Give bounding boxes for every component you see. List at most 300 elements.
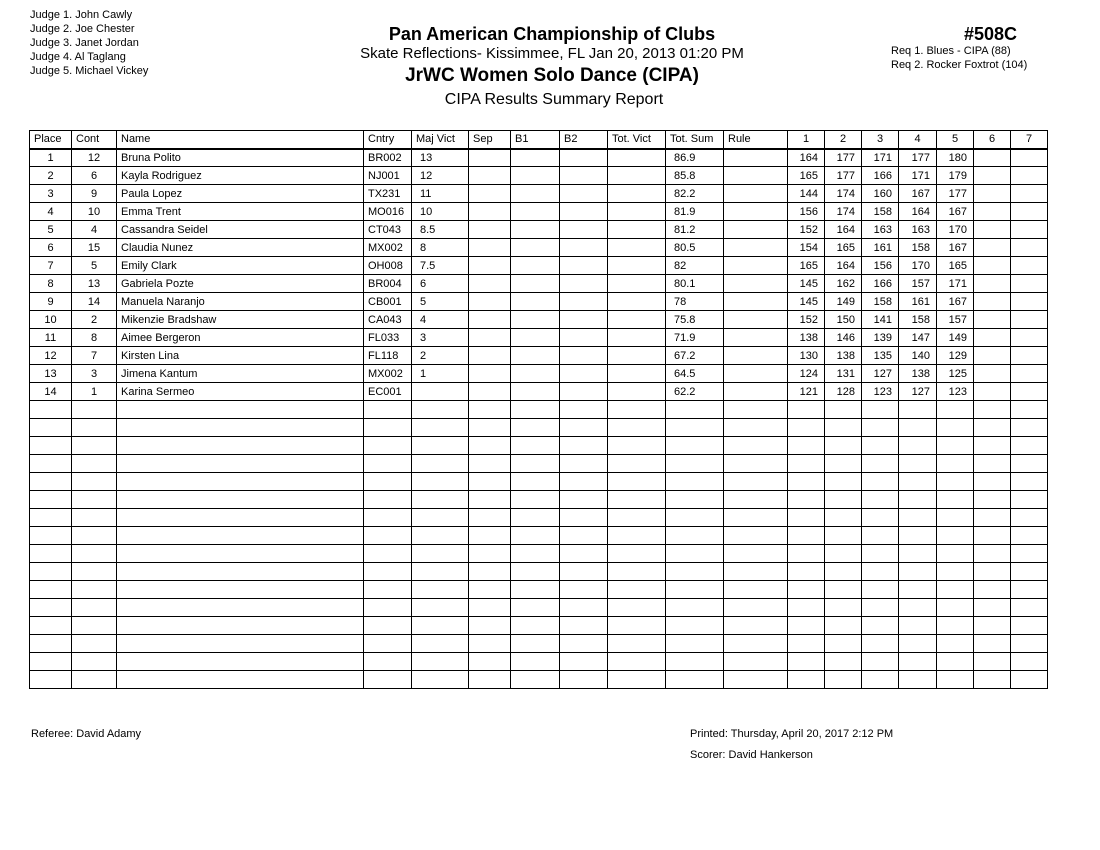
- cell-tot-vict: [608, 293, 666, 311]
- cell-j3: 123: [862, 383, 899, 401]
- cell-j6: [974, 383, 1011, 401]
- cell-tot-vict: [608, 311, 666, 329]
- empty-cell: [1011, 635, 1048, 653]
- cell-j1: 144: [788, 185, 825, 203]
- cell-j6: [974, 365, 1011, 383]
- empty-cell: [117, 491, 364, 509]
- cell-b2: [560, 221, 608, 239]
- requirement-2: Req 2. Rocker Foxtrot (104): [891, 59, 1028, 71]
- empty-cell: [937, 545, 974, 563]
- empty-cell: [364, 509, 412, 527]
- empty-cell: [666, 455, 724, 473]
- cell-sep: [469, 365, 511, 383]
- empty-row: [30, 401, 1048, 419]
- cell-tot-vict: [608, 347, 666, 365]
- cell-sep: [469, 293, 511, 311]
- empty-cell: [1011, 599, 1048, 617]
- empty-cell: [666, 671, 724, 689]
- empty-cell: [469, 437, 511, 455]
- cell-b2: [560, 365, 608, 383]
- cell-sep: [469, 383, 511, 401]
- empty-cell: [72, 635, 117, 653]
- cell-cont: 3: [72, 365, 117, 383]
- cell-j4: 171: [899, 167, 937, 185]
- cell-j5: 177: [937, 185, 974, 203]
- cell-tot-vict: [608, 149, 666, 167]
- empty-cell: [560, 473, 608, 491]
- cell-cntry: FL033: [364, 329, 412, 347]
- cell-maj-vict: 6: [412, 275, 469, 293]
- empty-cell: [511, 563, 560, 581]
- table-row: [30, 167, 1048, 185]
- empty-cell: [30, 671, 72, 689]
- cell-j5: 149: [937, 329, 974, 347]
- empty-cell: [72, 509, 117, 527]
- empty-cell: [788, 401, 825, 419]
- empty-cell: [412, 599, 469, 617]
- cell-name: Aimee Bergeron: [117, 329, 364, 347]
- cell-b2: [560, 167, 608, 185]
- table-row: [30, 221, 1048, 239]
- cell-j1: 154: [788, 239, 825, 257]
- empty-cell: [412, 545, 469, 563]
- col-tot-vict: Tot. Vict: [608, 131, 666, 149]
- empty-cell: [560, 653, 608, 671]
- empty-cell: [72, 563, 117, 581]
- col-cont: Cont: [72, 131, 117, 149]
- empty-row: [30, 599, 1048, 617]
- empty-cell: [724, 527, 788, 545]
- empty-cell: [899, 563, 937, 581]
- cell-cont: 8: [72, 329, 117, 347]
- empty-cell: [469, 635, 511, 653]
- cell-b2: [560, 311, 608, 329]
- cell-j4: 127: [899, 383, 937, 401]
- cell-b1: [511, 275, 560, 293]
- cell-b2: [560, 185, 608, 203]
- empty-cell: [899, 455, 937, 473]
- cell-j3: 161: [862, 239, 899, 257]
- cell-j3: 127: [862, 365, 899, 383]
- empty-cell: [560, 635, 608, 653]
- cell-j2: 165: [825, 239, 862, 257]
- cell-b2: [560, 239, 608, 257]
- cell-tot-vict: [608, 221, 666, 239]
- empty-cell: [899, 599, 937, 617]
- cell-cntry: CT043: [364, 221, 412, 239]
- cell-rule: [724, 149, 788, 167]
- cell-cont: 7: [72, 347, 117, 365]
- empty-cell: [666, 509, 724, 527]
- cell-maj-vict: 13: [412, 149, 469, 167]
- table-row: [30, 311, 1048, 329]
- empty-cell: [862, 437, 899, 455]
- cell-tot-sum: 86.9: [666, 149, 724, 167]
- empty-cell: [788, 527, 825, 545]
- cell-j4: 177: [899, 149, 937, 167]
- empty-cell: [937, 473, 974, 491]
- cell-cntry: BR002: [364, 149, 412, 167]
- col-place: Place: [30, 131, 72, 149]
- cell-rule: [724, 221, 788, 239]
- empty-cell: [974, 509, 1011, 527]
- empty-cell: [469, 401, 511, 419]
- empty-cell: [862, 581, 899, 599]
- empty-cell: [72, 599, 117, 617]
- empty-cell: [469, 653, 511, 671]
- table-header-row: [30, 131, 1048, 149]
- empty-cell: [899, 491, 937, 509]
- table-row: [30, 275, 1048, 293]
- empty-cell: [511, 653, 560, 671]
- table-row: [30, 185, 1048, 203]
- empty-cell: [608, 581, 666, 599]
- cell-j5: 125: [937, 365, 974, 383]
- empty-cell: [788, 437, 825, 455]
- empty-cell: [117, 563, 364, 581]
- cell-maj-vict: 11: [412, 185, 469, 203]
- cell-cntry: FL118: [364, 347, 412, 365]
- empty-cell: [974, 599, 1011, 617]
- cell-tot-sum: 62.2: [666, 383, 724, 401]
- empty-cell: [1011, 527, 1048, 545]
- empty-cell: [1011, 617, 1048, 635]
- empty-cell: [862, 671, 899, 689]
- cell-j2: 174: [825, 203, 862, 221]
- empty-cell: [364, 563, 412, 581]
- empty-cell: [30, 653, 72, 671]
- empty-cell: [974, 455, 1011, 473]
- col-judge-3: 3: [862, 131, 899, 149]
- cell-j7: [1011, 257, 1048, 275]
- empty-cell: [1011, 563, 1048, 581]
- empty-cell: [788, 671, 825, 689]
- cell-j1: 164: [788, 149, 825, 167]
- empty-cell: [899, 671, 937, 689]
- cell-sep: [469, 203, 511, 221]
- cell-tot-vict: [608, 365, 666, 383]
- empty-row: [30, 527, 1048, 545]
- empty-cell: [899, 437, 937, 455]
- empty-cell: [666, 527, 724, 545]
- empty-cell: [899, 401, 937, 419]
- empty-cell: [788, 473, 825, 491]
- table-row: [30, 203, 1048, 221]
- empty-cell: [117, 545, 364, 563]
- empty-cell: [364, 437, 412, 455]
- cell-b1: [511, 239, 560, 257]
- empty-cell: [937, 527, 974, 545]
- empty-cell: [937, 581, 974, 599]
- printed-date: Printed: Thursday, April 20, 2017 2:12 PM: [690, 728, 894, 740]
- cell-tot-sum: 85.8: [666, 167, 724, 185]
- empty-cell: [724, 419, 788, 437]
- cell-cont: 14: [72, 293, 117, 311]
- empty-cell: [666, 491, 724, 509]
- empty-cell: [364, 581, 412, 599]
- cell-rule: [724, 383, 788, 401]
- empty-cell: [825, 635, 862, 653]
- cell-j2: 164: [825, 257, 862, 275]
- empty-cell: [469, 671, 511, 689]
- cell-sep: [469, 239, 511, 257]
- cell-maj-vict: 2: [412, 347, 469, 365]
- event-name: JrWC Women Solo Dance (CIPA): [405, 65, 699, 86]
- empty-cell: [72, 491, 117, 509]
- cell-cntry: TX231: [364, 185, 412, 203]
- cell-cont: 1: [72, 383, 117, 401]
- empty-cell: [974, 635, 1011, 653]
- cell-name: Emma Trent: [117, 203, 364, 221]
- empty-cell: [72, 617, 117, 635]
- empty-cell: [511, 671, 560, 689]
- cell-place: 4: [30, 203, 72, 221]
- empty-cell: [974, 563, 1011, 581]
- cell-j3: 166: [862, 275, 899, 293]
- cell-b1: [511, 185, 560, 203]
- cell-maj-vict: 7.5: [412, 257, 469, 275]
- empty-cell: [788, 455, 825, 473]
- cell-j1: 152: [788, 311, 825, 329]
- cell-place: 11: [30, 329, 72, 347]
- cell-tot-vict: [608, 185, 666, 203]
- cell-b1: [511, 383, 560, 401]
- cell-j6: [974, 239, 1011, 257]
- cell-rule: [724, 365, 788, 383]
- empty-cell: [724, 653, 788, 671]
- empty-cell: [469, 527, 511, 545]
- empty-cell: [72, 437, 117, 455]
- empty-cell: [666, 473, 724, 491]
- empty-cell: [666, 437, 724, 455]
- cell-maj-vict: 4: [412, 311, 469, 329]
- cell-maj-vict: 3: [412, 329, 469, 347]
- cell-j7: [1011, 167, 1048, 185]
- empty-cell: [364, 617, 412, 635]
- empty-cell: [825, 599, 862, 617]
- cell-j6: [974, 257, 1011, 275]
- empty-cell: [117, 527, 364, 545]
- cell-cont: 13: [72, 275, 117, 293]
- cell-j2: 131: [825, 365, 862, 383]
- cell-name: Manuela Naranjo: [117, 293, 364, 311]
- cell-j6: [974, 275, 1011, 293]
- cell-b1: [511, 311, 560, 329]
- empty-cell: [825, 671, 862, 689]
- empty-cell: [30, 581, 72, 599]
- venue-date: Skate Reflections- Kissimmee, FL Jan 20, 2013 01:20 PM: [360, 45, 744, 62]
- empty-cell: [72, 419, 117, 437]
- cell-place: 9: [30, 293, 72, 311]
- cell-j3: 139: [862, 329, 899, 347]
- cell-j1: 156: [788, 203, 825, 221]
- empty-cell: [974, 527, 1011, 545]
- cell-tot-vict: [608, 329, 666, 347]
- cell-sep: [469, 311, 511, 329]
- cell-j1: 130: [788, 347, 825, 365]
- empty-cell: [724, 455, 788, 473]
- empty-cell: [1011, 419, 1048, 437]
- empty-cell: [825, 653, 862, 671]
- cell-j5: 171: [937, 275, 974, 293]
- empty-cell: [862, 545, 899, 563]
- judge-4: Judge 4. Al Taglang: [30, 51, 126, 63]
- cell-maj-vict: 5: [412, 293, 469, 311]
- empty-cell: [862, 563, 899, 581]
- col-rule: Rule: [724, 131, 788, 149]
- col-name: Name: [117, 131, 364, 149]
- cell-b2: [560, 293, 608, 311]
- cell-j3: 156: [862, 257, 899, 275]
- empty-cell: [974, 437, 1011, 455]
- empty-cell: [862, 473, 899, 491]
- cell-place: 3: [30, 185, 72, 203]
- cell-j2: 138: [825, 347, 862, 365]
- cell-name: Bruna Polito: [117, 149, 364, 167]
- empty-cell: [608, 617, 666, 635]
- col-b1: B1: [511, 131, 560, 149]
- empty-cell: [788, 635, 825, 653]
- col-judge-2: 2: [825, 131, 862, 149]
- empty-row: [30, 455, 1048, 473]
- cell-tot-vict: [608, 257, 666, 275]
- empty-cell: [72, 545, 117, 563]
- cell-rule: [724, 329, 788, 347]
- empty-cell: [1011, 401, 1048, 419]
- cell-place: 10: [30, 311, 72, 329]
- cell-tot-sum: 67.2: [666, 347, 724, 365]
- cell-cont: 15: [72, 239, 117, 257]
- cell-j5: 179: [937, 167, 974, 185]
- cell-j7: [1011, 383, 1048, 401]
- empty-cell: [1011, 473, 1048, 491]
- cell-maj-vict: [412, 383, 469, 401]
- cell-cntry: EC001: [364, 383, 412, 401]
- empty-cell: [469, 491, 511, 509]
- cell-name: Jimena Kantum: [117, 365, 364, 383]
- cell-j1: 138: [788, 329, 825, 347]
- empty-row: [30, 617, 1048, 635]
- empty-cell: [825, 491, 862, 509]
- col-judge-1: 1: [788, 131, 825, 149]
- empty-cell: [30, 419, 72, 437]
- empty-cell: [30, 545, 72, 563]
- empty-cell: [825, 473, 862, 491]
- empty-cell: [899, 527, 937, 545]
- cell-cntry: MX002: [364, 365, 412, 383]
- cell-j7: [1011, 149, 1048, 167]
- cell-b1: [511, 365, 560, 383]
- empty-cell: [511, 617, 560, 635]
- empty-cell: [117, 473, 364, 491]
- empty-cell: [974, 401, 1011, 419]
- table-row: [30, 149, 1048, 167]
- empty-cell: [825, 419, 862, 437]
- cell-cont: 12: [72, 149, 117, 167]
- empty-cell: [899, 545, 937, 563]
- cell-maj-vict: 12: [412, 167, 469, 185]
- empty-cell: [469, 563, 511, 581]
- empty-cell: [511, 473, 560, 491]
- cell-j1: 152: [788, 221, 825, 239]
- cell-j7: [1011, 329, 1048, 347]
- empty-cell: [937, 437, 974, 455]
- cell-j3: 158: [862, 203, 899, 221]
- empty-cell: [608, 599, 666, 617]
- empty-cell: [937, 635, 974, 653]
- empty-cell: [825, 401, 862, 419]
- empty-cell: [412, 509, 469, 527]
- judge-2: Judge 2. Joe Chester: [30, 23, 135, 35]
- empty-cell: [412, 653, 469, 671]
- empty-cell: [412, 635, 469, 653]
- empty-cell: [899, 653, 937, 671]
- cell-j1: 165: [788, 257, 825, 275]
- cell-cntry: MX002: [364, 239, 412, 257]
- empty-cell: [560, 509, 608, 527]
- cell-tot-sum: 75.8: [666, 311, 724, 329]
- cell-j3: 171: [862, 149, 899, 167]
- empty-cell: [724, 545, 788, 563]
- cell-j3: 166: [862, 167, 899, 185]
- cell-tot-vict: [608, 383, 666, 401]
- cell-b2: [560, 257, 608, 275]
- cell-j2: 174: [825, 185, 862, 203]
- empty-cell: [1011, 581, 1048, 599]
- empty-cell: [469, 617, 511, 635]
- empty-cell: [788, 509, 825, 527]
- empty-cell: [937, 653, 974, 671]
- empty-cell: [788, 617, 825, 635]
- empty-cell: [1011, 455, 1048, 473]
- cell-j6: [974, 311, 1011, 329]
- cell-tot-vict: [608, 239, 666, 257]
- empty-cell: [825, 545, 862, 563]
- cell-cntry: CA043: [364, 311, 412, 329]
- empty-cell: [364, 635, 412, 653]
- empty-row: [30, 437, 1048, 455]
- cell-cntry: NJ001: [364, 167, 412, 185]
- cell-name: Mikenzie Bradshaw: [117, 311, 364, 329]
- empty-cell: [560, 419, 608, 437]
- cell-cntry: OH008: [364, 257, 412, 275]
- empty-cell: [117, 617, 364, 635]
- cell-j4: 170: [899, 257, 937, 275]
- empty-cell: [511, 419, 560, 437]
- empty-cell: [937, 491, 974, 509]
- empty-cell: [825, 527, 862, 545]
- cell-j2: 164: [825, 221, 862, 239]
- cell-rule: [724, 239, 788, 257]
- col-tot-sum: Tot. Sum: [666, 131, 724, 149]
- empty-cell: [72, 401, 117, 419]
- empty-cell: [974, 653, 1011, 671]
- empty-cell: [30, 563, 72, 581]
- cell-tot-sum: 80.1: [666, 275, 724, 293]
- empty-cell: [72, 653, 117, 671]
- cell-j6: [974, 329, 1011, 347]
- cell-j1: 124: [788, 365, 825, 383]
- cell-tot-sum: 81.2: [666, 221, 724, 239]
- cell-rule: [724, 167, 788, 185]
- table-row: [30, 365, 1048, 383]
- empty-cell: [560, 617, 608, 635]
- cell-place: 12: [30, 347, 72, 365]
- empty-cell: [30, 509, 72, 527]
- cell-j5: 129: [937, 347, 974, 365]
- empty-row: [30, 581, 1048, 599]
- cell-name: Cassandra Seidel: [117, 221, 364, 239]
